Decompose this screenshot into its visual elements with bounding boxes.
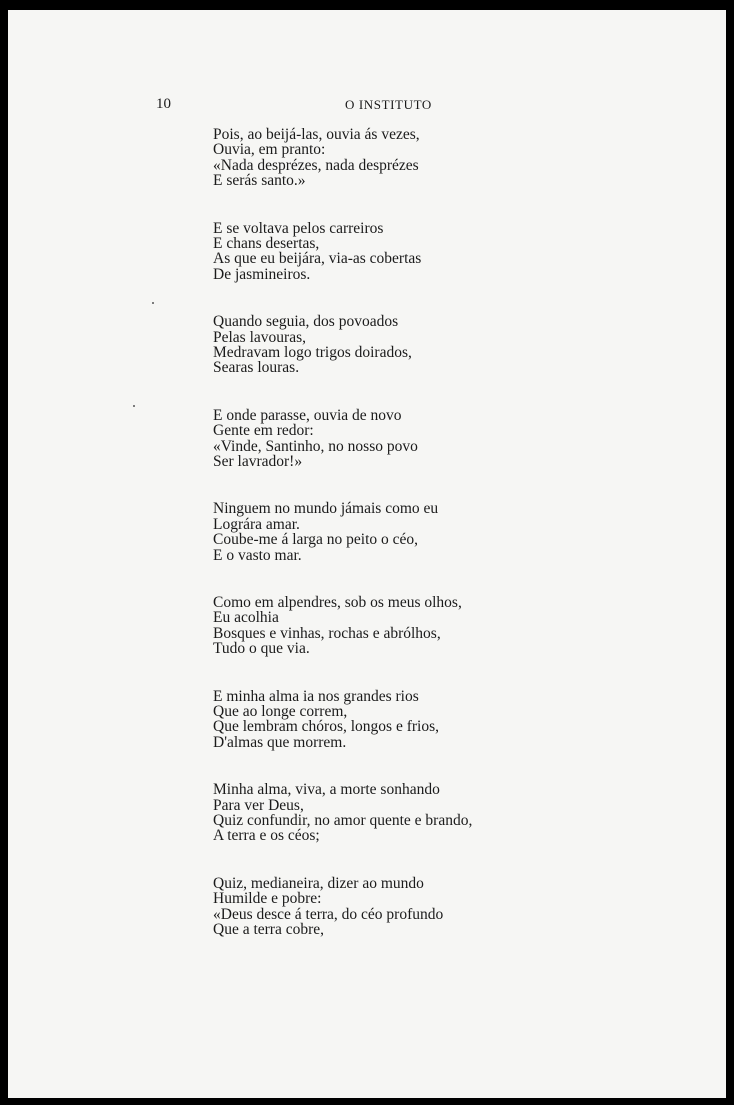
poem-line: Gente em redor: <box>213 422 314 440</box>
poem-line: E serás santo.» <box>213 172 306 190</box>
page-number: 10 <box>156 96 171 112</box>
book-page <box>8 10 726 1098</box>
poem-line: E minha alma ia nos grandes rios <box>213 687 419 705</box>
poem-line: E o vasto mar. <box>213 546 302 564</box>
poem-line: Ninguem no mundo jámais como eu <box>213 500 439 518</box>
poem-line: Searas louras. <box>213 359 300 377</box>
poem-line: Para ver Deus, <box>213 796 304 814</box>
poem-line: Minha alma, viva, a morte sonhando <box>213 781 440 799</box>
stanza <box>213 876 543 970</box>
page-header <box>8 96 726 116</box>
poem-line: E se voltava pelos carreiros <box>213 219 384 237</box>
poem-line: Lográra amar. <box>213 515 300 533</box>
stanza <box>213 501 543 595</box>
poem-line: Como em alpendres, sob os meus olhos, <box>213 593 462 611</box>
poem-line: Tudo o que via. <box>213 640 310 658</box>
stanza <box>213 689 543 783</box>
poem-line: «Vinde, Santinho, no nosso povo <box>213 437 418 455</box>
paper-speck <box>152 302 154 304</box>
poem-line: Ouvia, em pranto: <box>213 141 326 159</box>
stanza <box>213 221 543 315</box>
stanza <box>213 314 543 408</box>
running-title: O INSTITUTO <box>345 97 432 112</box>
poem-line: Pelas lavouras, <box>213 328 306 346</box>
poem <box>213 127 543 969</box>
poem-line: Quiz confundir, no amor quente e brando, <box>213 811 473 829</box>
poem-line: D'almas que morrem. <box>213 733 347 751</box>
poem-line: Quando seguia, dos povoados <box>213 313 399 331</box>
stanza <box>213 408 543 502</box>
poem-line: Que a terra cobre, <box>213 920 325 938</box>
poem-line: Bosques e vinhas, rochas e abrólhos, <box>213 624 441 642</box>
poem-line: Humilde e pobre: <box>213 890 322 908</box>
poem-line: De jasmineiros. <box>213 265 311 283</box>
paper-speck <box>133 405 135 407</box>
poem-line: Pois, ao beijá-las, ouvia ás vezes, <box>213 126 420 143</box>
poem-line: «Nada desprézes, nada desprézes <box>213 156 419 174</box>
stanza <box>213 782 543 876</box>
poem-line: E onde parasse, ouvia de novo <box>213 406 402 424</box>
poem-line: As que eu beijára, via-as cobertas <box>213 250 422 268</box>
stanza <box>213 595 543 689</box>
poem-line: A terra e os céos; <box>213 827 320 845</box>
poem-line: «Deus desce á terra, do céo profundo <box>213 905 444 923</box>
poem-line: Quiz, medianeira, dizer ao mundo <box>213 874 424 892</box>
poem-line: E chans desertas, <box>213 234 320 252</box>
poem-line: Que lembram chóros, longos e frios, <box>213 718 439 736</box>
poem-line: Que ao longe correm, <box>213 702 348 720</box>
poem-line: Eu acolhia <box>213 609 279 627</box>
poem-line: Coube-me á larga no peito o céo, <box>213 531 419 549</box>
stanza <box>213 127 543 221</box>
poem-line: Ser lavrador!» <box>213 452 303 470</box>
poem-line: Medravam logo trigos doirados, <box>213 343 412 361</box>
